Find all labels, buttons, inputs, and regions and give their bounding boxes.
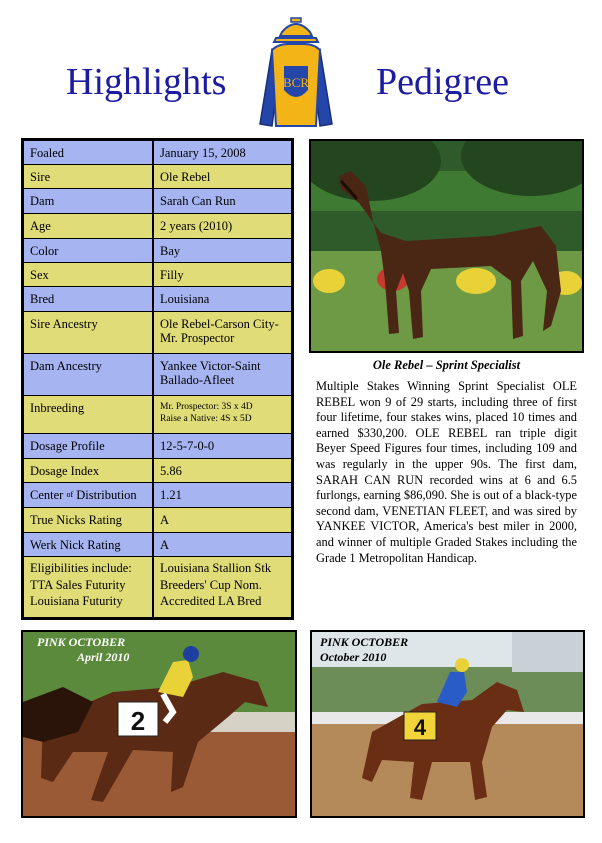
table-row-sex — [24, 263, 291, 287]
row-value: A — [160, 513, 170, 527]
row-value: Filly — [160, 268, 184, 282]
row-label: Sire — [24, 165, 154, 188]
sire-photo — [309, 139, 584, 353]
label-part: Distribution — [76, 488, 137, 502]
table-row-true-nicks — [24, 508, 291, 533]
row-value: Yankee Victor-Saint Ballado-Afleet — [160, 359, 261, 387]
row-value: 2 years (2010) — [160, 219, 233, 233]
racing-horses-image-1 — [23, 632, 295, 816]
row-label: True Nicks Rating — [24, 508, 154, 532]
header-highlights: Highlights — [66, 61, 227, 103]
row-label: Werk Nick Rating — [24, 533, 154, 556]
pedigree-story: Multiple Stakes Winning Sprint Specialist OLE REBEL won 9 of 29 starts, including three of first four lifetime, four stakes wins, placed 10 times and earned $330,200. OLE REBEL ran triple digit Beyer Speed Figures four times, including 109 and was regularly in the upper 90s. The first dam, SARAH CAN RUN recorded wins at 6 and 6.5 furlongs, earning $86,090. She is out of a black-type second dam, VENETIAN FLEET, and was sired by YANKEE VICTOR, America's best miler in 2000, and winner of multiple Graded Stakes including the Grade 1 Metropolitan Handicap. — [316, 379, 577, 565]
row-label: Inbreeding — [24, 396, 154, 433]
silks-monogram: BCR — [282, 75, 310, 90]
table-row-dam — [24, 189, 291, 214]
row-value: January 15, 2008 — [160, 146, 246, 160]
row-value: Bay — [160, 244, 181, 258]
table-row-bred — [24, 287, 291, 312]
header-pedigree: Pedigree — [376, 61, 509, 103]
race-photo-date: April 2010 — [77, 650, 130, 664]
row-value — [154, 557, 291, 617]
table-row-color — [24, 239, 291, 263]
eligibility-value-line: Breeders' Cup Nom. — [160, 577, 262, 592]
row-label: Dosage Index — [24, 459, 154, 482]
row-label: Foaled — [24, 141, 154, 164]
row-value — [154, 396, 291, 433]
label-part: of — [66, 490, 74, 499]
table-row-sire — [24, 165, 291, 189]
row-value: 1.21 — [160, 488, 182, 502]
table-row-dam-ancestry — [24, 354, 291, 396]
row-label: Sire Ancestry — [24, 312, 154, 353]
row-label — [24, 483, 154, 507]
table-row-center-of-distribution — [24, 483, 291, 508]
row-label: Dam Ancestry — [24, 354, 154, 395]
row-label: Sex — [24, 263, 154, 286]
race-photo-title: PINK OCTOBER — [37, 635, 126, 649]
row-value: Ole Rebel-Carson City-Mr. Prospector — [160, 317, 279, 345]
row-value: A — [160, 538, 170, 552]
inbreeding-line-1: Mr. Prospector: 3S x 4D — [160, 402, 253, 412]
saddle-number: 4 — [413, 715, 427, 740]
horse-standing-image — [311, 141, 582, 351]
eligibility-value-line: Accredited LA Bred — [160, 594, 262, 608]
eligibility-value-line: Louisiana Stallion Stk — [160, 561, 272, 575]
table-row-dosage-profile — [24, 434, 291, 459]
table-row-age — [24, 214, 291, 239]
eligibility-label-line: Louisiana Futurity — [30, 594, 123, 608]
row-value: 5.86 — [160, 464, 182, 478]
label-part: Center — [30, 488, 64, 502]
sire-photo-caption: Ole Rebel – Sprint Specialist — [372, 358, 521, 372]
race-photo-title: PINK OCTOBER — [320, 635, 409, 649]
table-row-foaled — [24, 141, 291, 165]
eligibility-label-line: TTA Sales Futurity — [30, 577, 126, 592]
table-row-dosage-index — [24, 459, 291, 483]
row-label: Dam — [24, 189, 154, 213]
row-value: Sarah Can Run — [160, 194, 236, 208]
row-value: Louisiana — [160, 292, 210, 306]
race-photo-october — [310, 630, 585, 818]
race-photo-april — [21, 630, 297, 818]
inbreeding-line-2: Raise a Native: 4S x 5D — [160, 414, 252, 424]
row-label: Bred — [24, 287, 154, 311]
row-value: Ole Rebel — [160, 170, 211, 184]
row-label: Age — [24, 214, 154, 238]
row-value: 12-5-7-0-0 — [160, 439, 215, 453]
table-row-sire-ancestry — [24, 312, 291, 354]
table-row-eligibilities — [24, 557, 291, 617]
eligibility-label-line: Eligibilities include: — [30, 561, 132, 575]
row-label — [24, 557, 154, 617]
pedigree-table — [21, 138, 294, 620]
row-label: Color — [24, 239, 154, 262]
table-row-werk-nick — [24, 533, 291, 557]
row-label: Dosage Profile — [24, 434, 154, 458]
race-photo-date: October 2010 — [320, 650, 387, 664]
jockey-silks-logo — [258, 14, 334, 134]
saddle-number: 2 — [130, 706, 146, 736]
table-row-inbreeding — [24, 396, 291, 434]
